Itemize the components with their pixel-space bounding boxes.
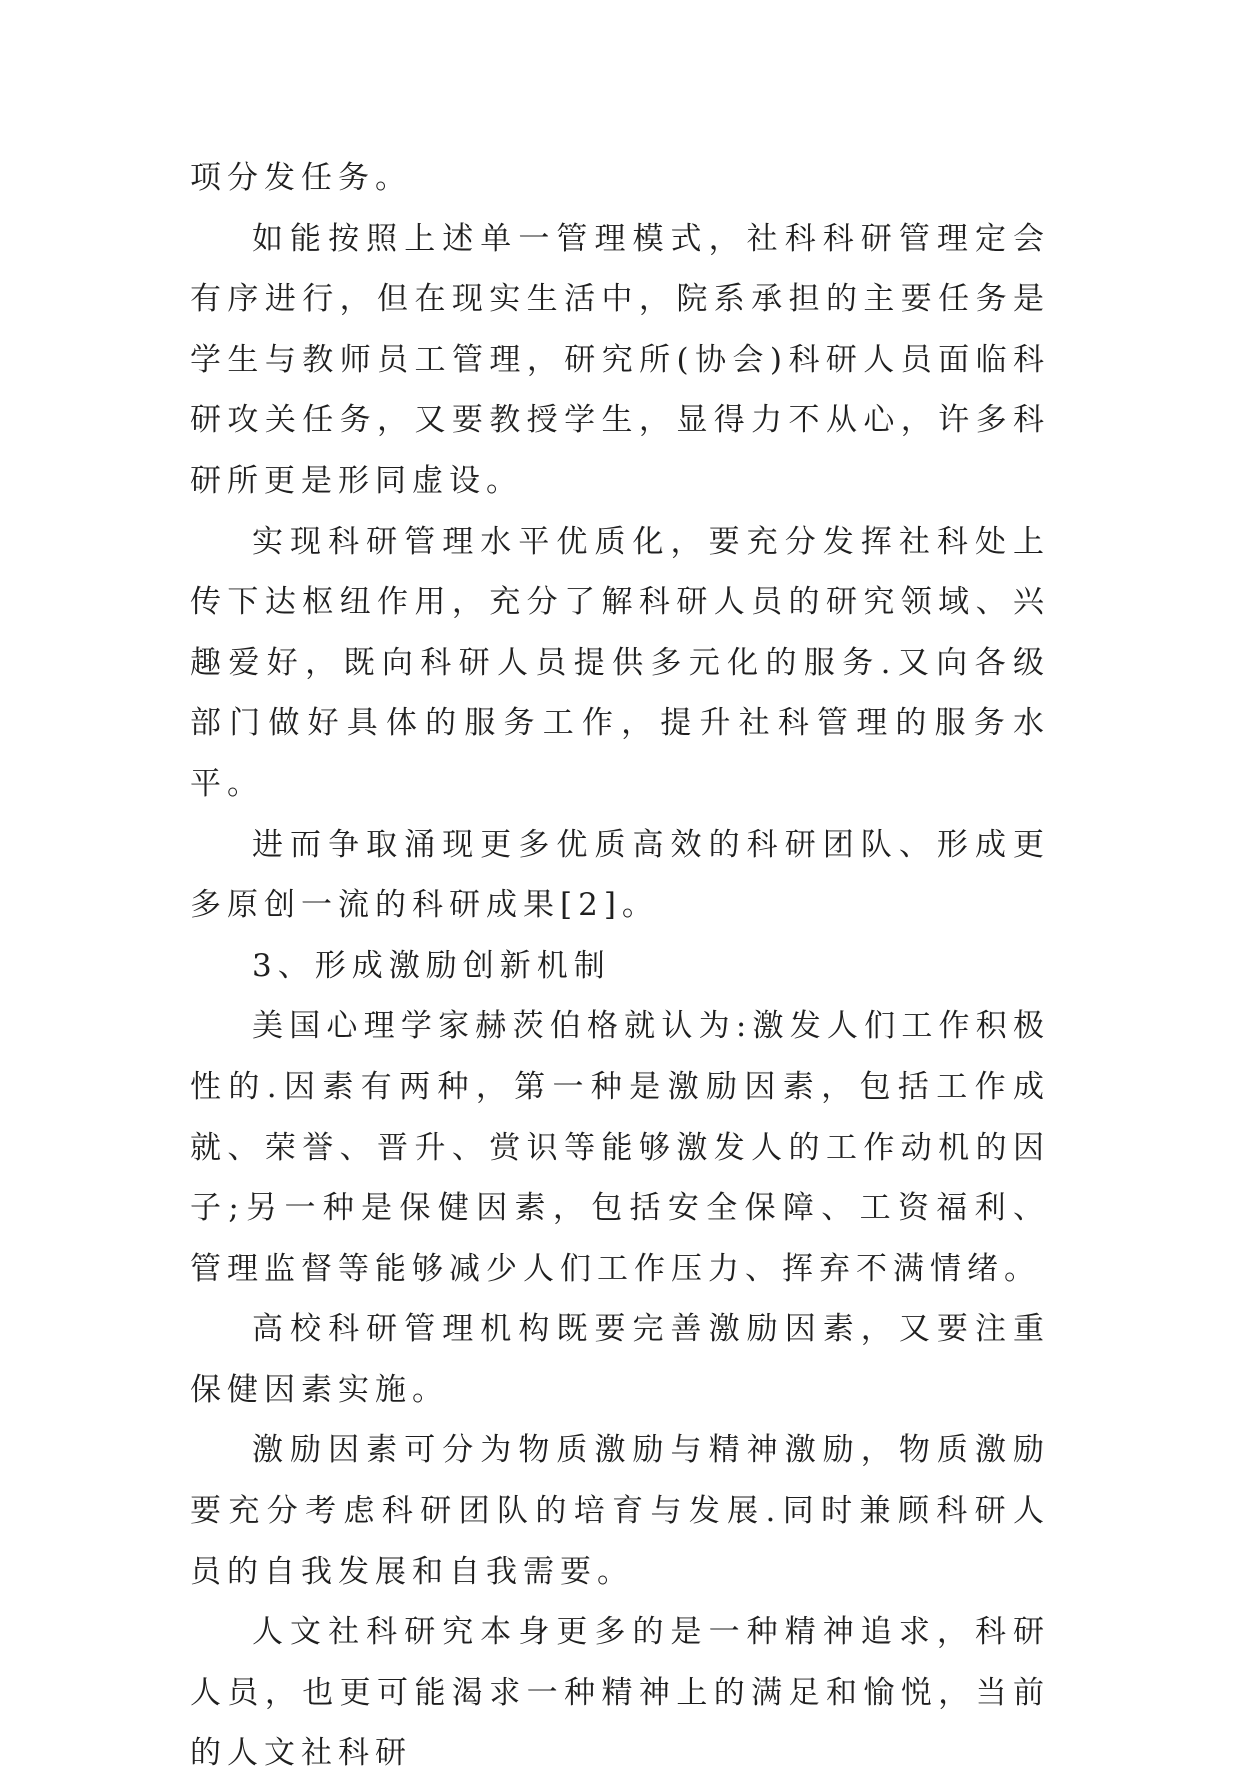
paragraph-continuation: 项分发任务。 [190, 160, 412, 196]
paragraph-herzberg: 美国心理学家赫茨伯格就认为:激发人们工作积极性的.因素有两种，第一种是激励因素，包括工作成就、荣誉、晋升、赏识等能够激发人的工作动机的因子;另一种是保健因素，包括安全保障、工资福利、管理监督等能够减少人们工作压力、挥弃不满情绪。 [190, 1008, 1050, 1287]
paragraph-material-spiritual: 激励因素可分为物质激励与精神激励，物质激励要充分考虑科研团队的培育与发展.同时兼顾科研人员的自我发展和自我需要。 [190, 1432, 1050, 1590]
paragraph-research-teams: 进而争取涌现更多优质高效的科研团队、形成更多原创一流的科研成果[2]。 [190, 826, 1050, 924]
section-heading: 3、形成激励创新机制 [252, 947, 611, 984]
paragraph-management-quality: 实现科研管理水平优质化，要充分发挥社科处上传下达枢纽作用，充分了解科研人员的研究领域、兴趣爱好，既向科研人员提供多元化的服务.又向各级部门做好具体的服务工作，提升社科管理的服务水平。 [190, 523, 1050, 802]
paragraph-humanities: 人文社科研究本身更多的是一种精神追求，科研人员，也更可能渴求一种精神上的满足和愉悦，当前的人文社科研 [190, 1614, 1050, 1772]
body-text [190, 148, 1050, 1784]
paragraph-management-mode: 如能按照上述单一管理模式，社科科研管理定会有序进行，但在现实生活中，院系承担的主要任务是学生与教师员工管理，研究所(协会)科研人员面临科研攻关任务，又要教授学生，显得力不从心，许多科研所更是形同虚设。 [190, 220, 1050, 499]
paragraph-incentive-factors: 高校科研管理机构既要完善激励因素，又要注重保健因素实施。 [190, 1311, 1050, 1408]
